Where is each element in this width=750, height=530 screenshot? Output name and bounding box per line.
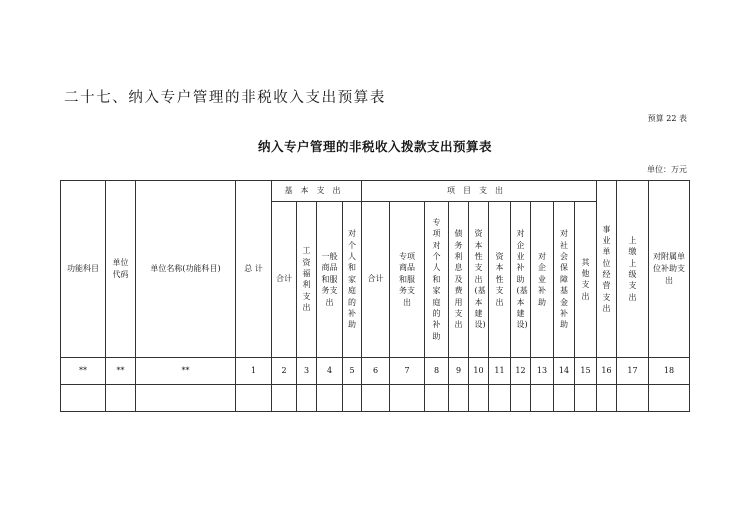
header-project-social-security: 对社会保障基金补助 (554, 202, 575, 358)
column-number: 18 (649, 358, 690, 385)
column-number: 16 (597, 358, 617, 385)
table-cell (575, 385, 597, 412)
column-number-row (61, 358, 690, 385)
header-basic-personal: 对个人和家庭的补助 (343, 202, 362, 358)
column-number: 6 (362, 358, 390, 385)
column-number: 17 (617, 358, 649, 385)
table-cell (449, 385, 469, 412)
table-cell (136, 385, 236, 412)
header-unit-name: 单位名称(功能科目) (136, 181, 236, 358)
header-project-enterprise: 对企业补助 (531, 202, 554, 358)
column-number: 12 (511, 358, 531, 385)
column-number: 14 (554, 358, 575, 385)
column-number: 5 (343, 358, 362, 385)
column-number: 2 (272, 358, 297, 385)
table-title: 纳入专户管理的非税收入拨款支出预算表 (257, 139, 492, 154)
header-func-subject: 功能科目 (61, 181, 106, 358)
header-subsidiary: 对附属单位补助支出 (649, 181, 690, 358)
data-row-empty (61, 385, 690, 412)
column-number: 7 (390, 358, 425, 385)
header-project-enterprise-construction: 对企业补助(基本建设) (511, 202, 531, 358)
column-number: 11 (489, 358, 511, 385)
header-basic-group: 基本支出 (272, 181, 362, 202)
header-project-capital-construction: 资本性支出(基本建设) (469, 202, 489, 358)
column-number: 4 (317, 358, 343, 385)
header-project-other: 其他支出 (575, 202, 597, 358)
page-heading: 二十七、纳入专户管理的非税收入支出预算表 (64, 90, 386, 106)
table-cell (236, 385, 272, 412)
table-cell (554, 385, 575, 412)
table-cell (317, 385, 343, 412)
table-cell (489, 385, 511, 412)
column-number: 9 (449, 358, 469, 385)
header-basic-wages: 工资福利支出 (297, 202, 317, 358)
table-cell (343, 385, 362, 412)
header-business-unit: 事业单位经营支出 (597, 181, 617, 358)
header-project-group: 项目支出 (362, 181, 597, 202)
form-number: 预算 22 表 (647, 114, 687, 123)
column-code: ** (106, 358, 136, 385)
column-number: 1 (236, 358, 272, 385)
column-number: 15 (575, 358, 597, 385)
table-cell (61, 385, 106, 412)
column-number: 3 (297, 358, 317, 385)
header-basic-total: 合计 (272, 202, 297, 358)
unit-label: 单位：万元 (647, 165, 687, 174)
header-row-group (61, 181, 690, 202)
column-code: ** (136, 358, 236, 385)
table-cell (617, 385, 649, 412)
header-project-capital: 资本性支出 (489, 202, 511, 358)
table-cell (597, 385, 617, 412)
header-project-personal: 专项对个人和家庭的补助 (425, 202, 449, 358)
header-total: 总 计 (236, 181, 272, 358)
table-cell (106, 385, 136, 412)
header-basic-goods: 一般商品和服务支出 (317, 202, 343, 358)
table-cell (531, 385, 554, 412)
table-cell (511, 385, 531, 412)
header-project-debt: 债务利息及费用支出 (449, 202, 469, 358)
column-number: 10 (469, 358, 489, 385)
table-cell (425, 385, 449, 412)
budget-table (60, 180, 690, 412)
table-cell (390, 385, 425, 412)
column-number: 13 (531, 358, 554, 385)
header-project-total: 合计 (362, 202, 390, 358)
header-upper-level: 上缴上级支出 (617, 181, 649, 358)
column-number: 8 (425, 358, 449, 385)
table-cell (649, 385, 690, 412)
header-project-goods: 专项商品和服务支出 (390, 202, 425, 358)
table-cell (272, 385, 297, 412)
table-cell (469, 385, 489, 412)
column-code: ** (61, 358, 106, 385)
table-cell (297, 385, 317, 412)
header-unit-code: 单位代码 (106, 181, 136, 358)
table-cell (362, 385, 390, 412)
